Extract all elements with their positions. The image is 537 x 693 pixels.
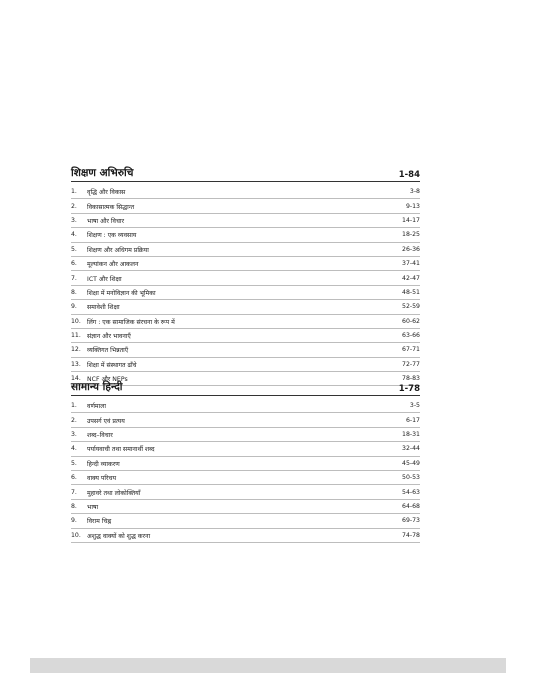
entry-pages: 9-13	[405, 202, 420, 210]
entry-pages: 78-83	[402, 375, 420, 383]
entry-title: शिक्षण और अधिगम प्रक्रिया	[87, 246, 149, 254]
section-title: सामान्य हिन्दी	[71, 381, 123, 393]
toc-row	[71, 343, 420, 357]
entry-number: 10.	[71, 317, 81, 325]
toc-row	[71, 315, 420, 329]
toc-row	[71, 485, 420, 499]
toc-row	[71, 413, 420, 427]
toc-entries	[71, 185, 420, 386]
entry-number: 13.	[71, 360, 81, 368]
entry-number: 1.	[71, 402, 77, 410]
entry-title: विकासात्मक सिद्धान्त	[87, 203, 135, 211]
toc-row	[71, 428, 420, 442]
entry-pages: 74-78	[402, 531, 420, 539]
entry-pages: 6-17	[405, 416, 420, 424]
entry-number: 6.	[71, 474, 77, 482]
entry-pages: 3-5	[409, 402, 420, 410]
entry-title: भाषा	[87, 503, 99, 511]
toc-row	[71, 329, 420, 343]
toc-section-1	[71, 163, 420, 386]
entry-pages: 63-66	[402, 332, 420, 340]
entry-pages: 45-49	[402, 459, 420, 467]
toc-row	[71, 358, 420, 372]
entry-number: 5.	[71, 245, 77, 253]
entry-pages: 18-25	[402, 231, 420, 239]
entry-pages: 18-31	[402, 430, 420, 438]
toc-row	[71, 300, 420, 314]
entry-title: व्यक्तिगत भिन्नताएँ	[87, 347, 129, 355]
entry-pages: 69-73	[402, 517, 420, 525]
entry-title: शिक्षा में संस्थागत ढाँचे	[87, 361, 137, 369]
entry-title: संज्ञान और भावनाएँ	[87, 333, 131, 341]
entry-title: अशुद्ध वाक्यों को शुद्ध करना	[87, 532, 151, 540]
toc-row	[71, 214, 420, 228]
footer-bar	[30, 658, 506, 673]
entry-pages: 37-41	[402, 260, 420, 268]
toc-section-2	[71, 377, 420, 543]
entry-pages: 60-62	[402, 317, 420, 325]
toc-row	[71, 514, 420, 528]
entry-number: 2.	[71, 416, 77, 424]
entry-title: लिंग : एक सामाजिक संरचना के रूप में	[87, 318, 175, 326]
entry-pages: 14-17	[402, 216, 420, 224]
entry-pages: 32-44	[402, 445, 420, 453]
entry-number: 1.	[71, 188, 77, 196]
entry-number: 4.	[71, 231, 77, 239]
toc-row	[71, 442, 420, 456]
toc-row	[71, 500, 420, 514]
entry-number: 2.	[71, 202, 77, 210]
section-heading	[71, 377, 420, 396]
section-title: शिक्षण अभिरुचि	[71, 167, 134, 179]
entry-number: 3.	[71, 430, 77, 438]
entry-pages: 64-68	[402, 502, 420, 510]
toc-row	[71, 185, 420, 199]
toc-row	[71, 228, 420, 242]
entry-number: 11.	[71, 332, 81, 340]
entry-title: शिक्षण : एक व्यवसाय	[87, 232, 137, 240]
entry-title: ICT और शिक्षा	[87, 275, 122, 283]
entry-title: विराम चिह्न	[87, 518, 112, 526]
toc-entries	[71, 399, 420, 543]
toc-row	[71, 199, 420, 213]
entry-title: वाक्य परिचय	[87, 475, 117, 483]
entry-title: शिक्षा में मनोविज्ञान की भूमिका	[87, 289, 156, 297]
toc-row	[71, 271, 420, 285]
entry-number: 3.	[71, 216, 77, 224]
entry-title: वृद्धि और विकास	[87, 189, 126, 197]
entry-pages: 3-8	[409, 188, 420, 196]
entry-pages: 50-53	[402, 474, 420, 482]
entry-title: मूल्यांकन और आकलन	[87, 261, 139, 269]
entry-number: 9.	[71, 303, 77, 311]
entry-number: 6.	[71, 260, 77, 268]
entry-title: शब्द–विचार	[87, 431, 113, 439]
entry-number: 5.	[71, 459, 77, 467]
entry-number: 4.	[71, 445, 77, 453]
section-heading	[71, 163, 420, 182]
entry-pages: 52-59	[402, 303, 420, 311]
toc-row	[71, 257, 420, 271]
entry-title: मुहावरे तथा लोकोक्तियाँ	[87, 489, 141, 497]
entry-title: हिन्दी व्याकरण	[87, 460, 120, 468]
entry-pages: 72-77	[402, 360, 420, 368]
entry-pages: 26-36	[402, 245, 420, 253]
toc-row	[71, 457, 420, 471]
toc-row	[71, 243, 420, 257]
entry-number: 8.	[71, 288, 77, 296]
toc-row	[71, 286, 420, 300]
entry-title: NCF और NEPs	[87, 376, 128, 384]
entry-pages: 67-71	[402, 346, 420, 354]
entry-number: 14.	[71, 375, 81, 383]
entry-number: 7.	[71, 488, 77, 496]
entry-pages: 42-47	[402, 274, 420, 282]
toc-row	[71, 471, 420, 485]
entry-number: 9.	[71, 517, 77, 525]
toc-row	[71, 399, 420, 413]
entry-number: 10.	[71, 531, 81, 539]
section-page-range: 1-78	[398, 384, 420, 394]
toc-row	[71, 529, 420, 543]
section-page-range: 1-84	[398, 170, 420, 180]
entry-pages: 54-63	[402, 488, 420, 496]
entry-number: 12.	[71, 346, 81, 354]
entry-number: 7.	[71, 274, 77, 282]
entry-title: पर्यायवाची तथा समानार्थी शब्द	[87, 446, 155, 454]
entry-title: भाषा और विचार	[87, 217, 125, 225]
entry-number: 8.	[71, 502, 77, 510]
entry-title: वर्णमाला	[87, 403, 107, 411]
entry-title: समावेशी शिक्षा	[87, 304, 120, 312]
entry-title: उपसर्ग एवं प्रत्यय	[87, 417, 125, 425]
entry-pages: 48-51	[402, 288, 420, 296]
